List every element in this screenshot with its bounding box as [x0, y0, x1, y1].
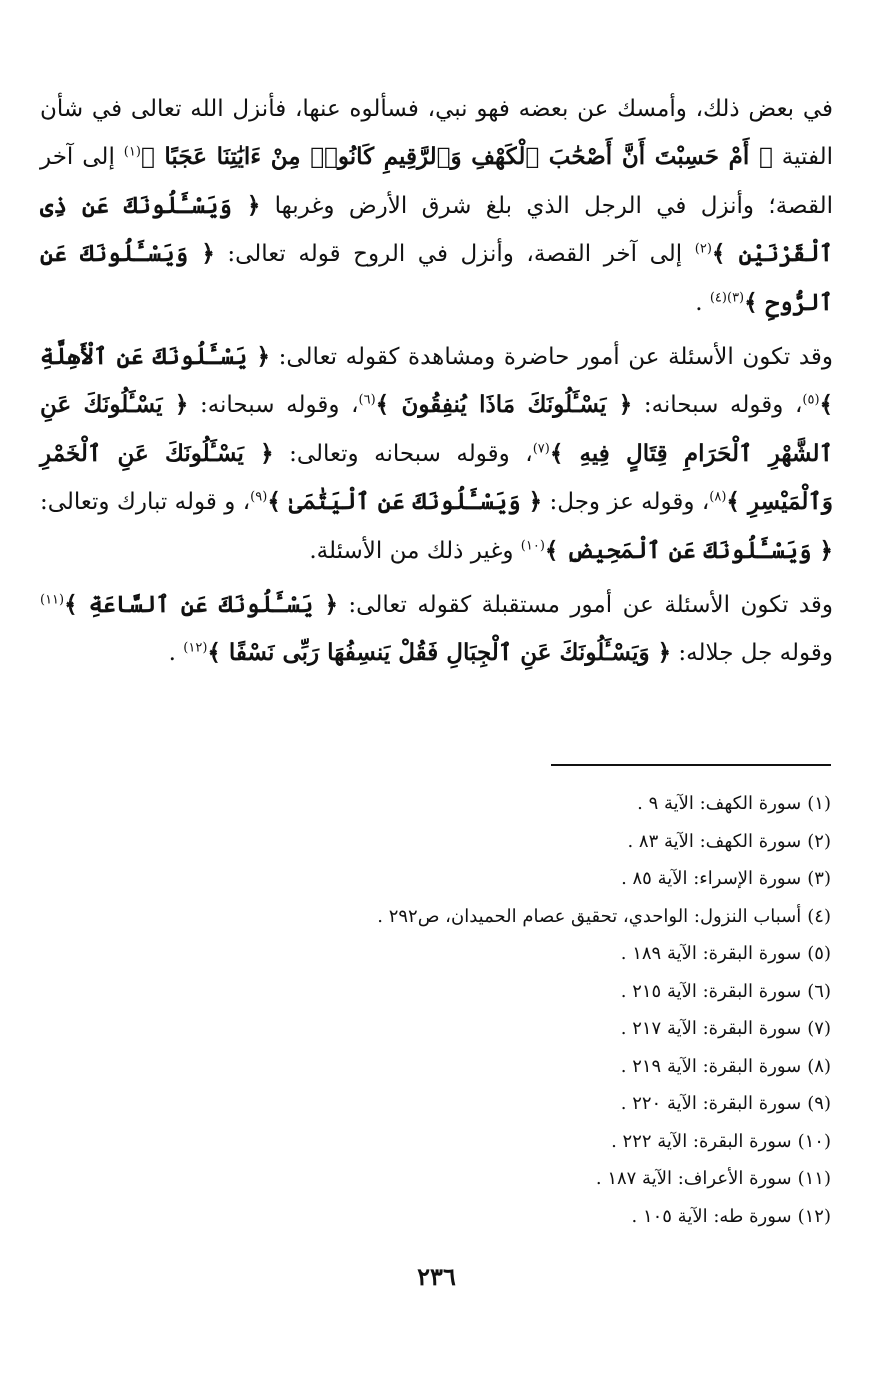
footnote-item	[231, 1085, 831, 1123]
footnote-ref: (١١)	[40, 592, 65, 608]
quran-verse: ﴿ أَمْ حَسِبْتَ أَنَّ أَصْحَٰبَ ٱلْكَهْفِ وَٱلرَّقِيمِ كَانُوا۟ مِنْ ءَايَٰتِنَا عَجَبًا ﴾	[140, 143, 773, 171]
footnote-text: سورة البقرة: الآية ٢٢٢ .	[611, 1130, 792, 1152]
footnote-text: سورة الكهف: الآية ٨٣ .	[627, 830, 802, 852]
quran-verse: ﴿ وَيَسْـَٔلُونَكَ عَنِ ٱلرُّوحِ ﴾	[40, 240, 833, 316]
footnote-item	[231, 1198, 831, 1236]
footnote-item	[231, 1048, 831, 1086]
footnote-ref: (٢)	[694, 241, 712, 257]
quran-verse: ﴿ يَسْـَٔلُونَكَ مَاذَا يُنفِقُونَ ﴾	[375, 391, 633, 419]
quran-verse: ﴿ وَيَسْـَٔلُونَكَ عَن ذِى ٱلْقَرْنَيْنِ ﴾	[40, 191, 833, 268]
text-run: في بعض ذلك، وأمسك عن بعضه فهو نبي، فسألوه عنها، فأنزل الله تعالى في شأن الفتية	[40, 96, 833, 171]
paragraph-1	[40, 86, 833, 327]
footnote-number: (١٠)	[797, 1130, 831, 1152]
footnote-item	[231, 1160, 831, 1198]
footnote-divider	[551, 764, 831, 766]
text-run: إلى آخر القصة، وأنزل في الروح قوله تعالى:	[214, 241, 695, 268]
footnote-item	[231, 898, 831, 936]
footnote-number: (٣)	[807, 868, 831, 889]
footnote-number: (٥)	[807, 943, 831, 964]
footnote-ref: (١٢)	[183, 640, 208, 656]
text-run: وقد تكون الأسئلة عن أمور مستقبلة كقوله تعالى:	[337, 592, 833, 619]
footnote-text: أسباب النزول: الواحدي، تحقيق عصام الحميدان، ص٢٩٢ .	[377, 905, 802, 927]
footnote-item	[231, 823, 831, 861]
footnote-item	[231, 973, 831, 1011]
footnote-ref: (٧)	[532, 441, 550, 457]
text-run: ، وقوله سبحانه:	[188, 392, 359, 419]
footnotes-list	[231, 785, 831, 1235]
footnote-text: سورة البقرة: الآية ٢١٩ .	[620, 1055, 802, 1077]
footnote-number: (٧)	[807, 1018, 831, 1039]
main-text	[40, 86, 833, 678]
quran-verse: ﴿ يَسْـَٔلُونَكَ عَنِ ٱلسَّاعَةِ ﴾	[64, 591, 338, 619]
footnote-ref: (٩)	[250, 489, 268, 505]
text-run: ، وقوله سبحانه وتعالى:	[273, 440, 533, 467]
text-run: وقوله جل جلاله:	[671, 640, 833, 667]
text-run: وقد تكون الأسئلة عن أمور حاضرة ومشاهدة كقوله تعالى:	[270, 344, 833, 371]
footnote-number: (٦)	[807, 980, 831, 1002]
footnote-text: سورة طه: الآية ١٠٥ .	[631, 1205, 792, 1227]
footnote-ref: (٨)	[709, 489, 727, 505]
paragraph-3	[40, 581, 833, 678]
footnote-item	[231, 1123, 831, 1161]
quran-verse: ﴿ يَسْـَٔلُونَكَ عَنِ ٱلْخَمْرِ وَٱلْمَيْسِرِ ﴾	[40, 439, 833, 516]
text-run: وغير ذلك من الأسئلة.	[309, 537, 521, 564]
text-run: إلى آخر القصة؛ وأنزل في الرجل الذي بلغ شرق الأرض وغربها	[40, 144, 833, 219]
paragraph-2	[40, 333, 833, 575]
footnote-number: (٢)	[807, 830, 831, 852]
quran-verse: ﴿ يَسْـَٔلُونَكَ عَنِ ٱلْأَهِلَّةِ ﴾	[40, 343, 833, 419]
footnote-text: سورة البقرة: الآية ١٨٩ .	[620, 943, 802, 964]
text-run: ، وقوله عز وجل:	[542, 489, 710, 516]
footnote-item	[231, 860, 831, 898]
footnote-ref: (٦)	[358, 392, 376, 408]
footnote-ref: (١)	[123, 144, 141, 160]
page-number: ٢٣٦	[417, 1262, 456, 1291]
footnote-ref: (٣)(٤)	[709, 289, 745, 305]
footnote-item	[231, 1010, 831, 1048]
footnote-text: سورة البقرة: الآية ٢٢٠ .	[620, 1093, 802, 1114]
footnote-item	[231, 785, 831, 823]
quran-verse: ﴿ وَيَسْـَٔلُونَكَ عَنِ ٱلْمَحِيضِ ﴾	[544, 536, 833, 564]
footnote-text: سورة الكهف: الآية ٩ .	[637, 793, 802, 814]
footnote-text: سورة البقرة: الآية ٢١٧ .	[620, 1018, 802, 1039]
footnote-number: (١)	[807, 793, 831, 814]
footnote-text: سورة البقرة: الآية ٢١٥ .	[620, 980, 802, 1002]
text-run: .	[695, 289, 710, 316]
footnote-number: (٩)	[807, 1093, 831, 1114]
quran-verse: ﴿ وَيَسْـَٔلُونَكَ عَنِ ٱلْجِبَالِ فَقُلْ يَنسِفُهَا رَبِّى نَسْفًا ﴾	[207, 639, 672, 667]
footnote-number: (٤)	[807, 905, 831, 927]
footnote-number: (١٢)	[797, 1205, 831, 1227]
footnote-number: (٨)	[807, 1055, 831, 1077]
footnote-ref: (١٠)	[520, 538, 545, 553]
text-run: ، وقوله سبحانه:	[632, 392, 803, 419]
footnote-ref: (٥)	[802, 392, 820, 408]
quran-verse: ﴿ يَسْـَٔلُونَكَ عَنِ ٱلشَّهْرِ ٱلْحَرَامِ قِتَالٍ فِيهِ ﴾	[40, 391, 833, 467]
footnote-text: سورة الإسراء: الآية ٨٥ .	[621, 868, 802, 889]
footnote-text: سورة الأعراف: الآية ١٨٧ .	[595, 1168, 792, 1189]
quran-verse: ﴿ وَيَسْـَٔلُونَكَ عَنِ ٱلْيَتَٰمَىٰ ﴾	[267, 488, 543, 516]
text-run: ، و قوله تبارك وتعالى:	[40, 489, 251, 516]
text-run: .	[168, 640, 184, 667]
footnote-number: (١١)	[797, 1168, 831, 1189]
footnote-item	[231, 935, 831, 973]
